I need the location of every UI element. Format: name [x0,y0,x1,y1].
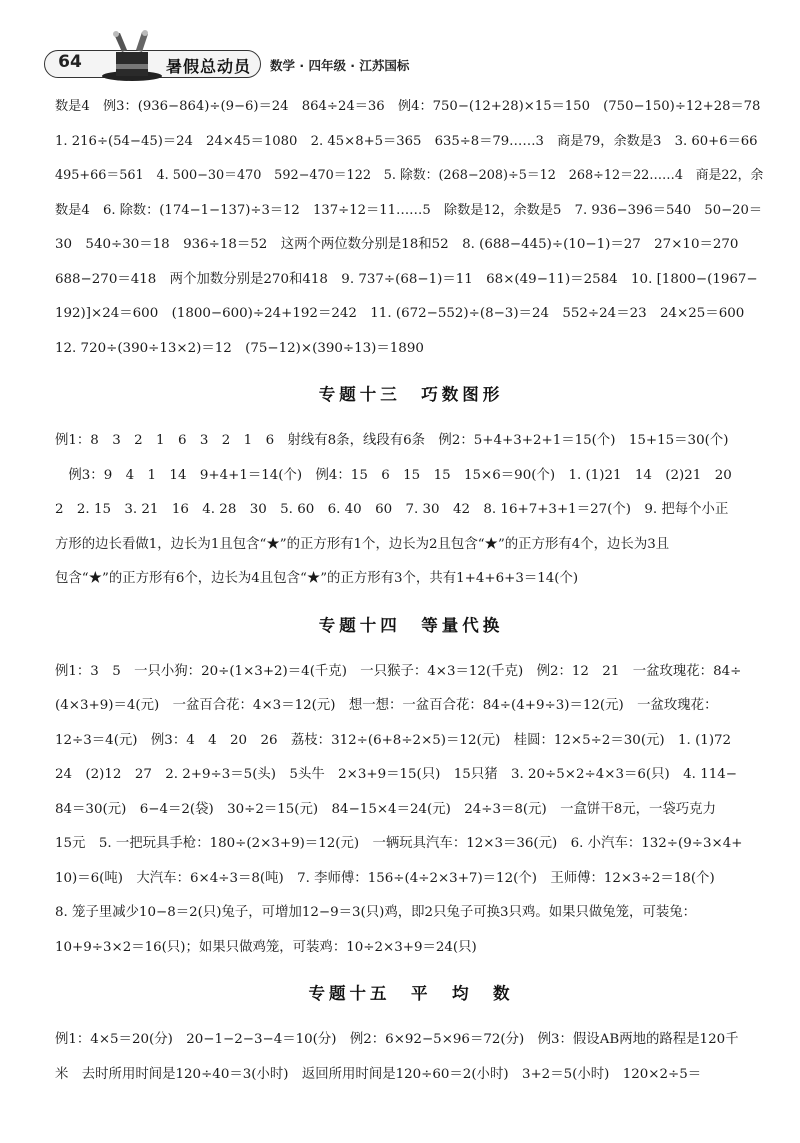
page-header [44,30,424,86]
text-line: 688−270＝418 两个加数分别是270和418 9. 737÷(68−1)＝11 68×(49−11)＝2584 10. [1800−(1967− [55,271,758,287]
text-line: 24 (2)12 27 2. 2+9÷3＝5(头) 5头牛 2×3+9＝15(只) 15只猪 3. 20÷5×2÷4×3＝6(只) 4. 114− [55,767,737,782]
section-14-body [55,655,767,966]
answer-block-1 [55,90,767,366]
magic-hat-icon [92,30,172,82]
text-line: 2 2. 15 3. 21 16 4. 28 30 5. 60 6. 40 60 7. 30 42 8. 16+7+3+1＝27(个) 9. 把每个小正 [55,502,729,517]
text-line: 例1：8 3 2 1 6 3 2 1 6 射线有8条，线段有6条 例2：5+4+3+2+1＝15(个) 15+15＝30(个) [55,433,729,448]
text-line: 8. 笼子里减少10−8＝2(只)兔子，可增加12−9＝3(只)鸡，即2只兔子可换3只鸡。如果只做兔笼，可装兔： [55,905,697,920]
section-13-body [55,424,767,597]
text-line: 84＝30(元) 6−4＝2(袋) 30÷2＝15(元) 84−15×4＝24(元) 24÷3＝8(元) 一盒饼干8元，一袋巧克力 [55,801,716,817]
text-line: 1. 216÷(54−45)＝24 24×45＝1080 2. 45×8+5＝365 635÷8＝79……3 商是79，余数是3 3. 60+6＝66 [55,133,758,149]
text-line: 数是4 例3：(936−864)÷(9−6)＝24 864÷24＝36 例4：750−(12+28)×15＝150 (750−150)÷12+28＝78 [55,99,761,114]
answer-content [55,90,767,1092]
text-line: 10+9÷3×2＝16(只)；如果只做鸡笼，可装鸡：10÷2×3+9＝24(只) [55,939,477,955]
text-line: 192)]×24＝600 (1800−600)÷24+192＝242 11. (672−552)÷(8−3)＝24 552÷24＝23 24×25＝600 [55,306,745,321]
book-title: 暑假总动员 [166,57,252,76]
section-title-13: 专题十三 巧数图形 [318,385,504,404]
text-line: 方形的边长看做1，边长为1且包含“★”的正方形有1个，边长为2且包含“★”的正方形有4个，边长为3且 [55,536,670,552]
section-15-body [55,1023,767,1092]
text-line: (4×3+9)＝4(元) 一盆百合花：4×3＝12(元) 想一想：一盆百合花：84÷(4+9÷3)＝12(元) 一盆玫瑰花： [55,698,718,713]
book-subtitle: 数学 · 四年级 · 江苏国标 [270,58,410,73]
page-number: 64 [58,52,82,72]
section-title-14: 专题十四 等量代换 [318,615,504,635]
text-line: 12÷3＝4(元) 例3：4 4 20 26 荔枝：312÷(6+8÷2×5)＝12(元) 桂圆：12×5÷2＝30(元) 1. (1)72 [55,732,732,748]
text-line: 例1：3 5 一只小狗：20÷(1×3+2)＝4(千克) 一只猴子：4×3＝12(千克) 例2：12 21 一盆玫瑰花：84÷ [55,663,742,679]
text-line: 包含“★”的正方形有6个，边长为4且包含“★”的正方形有3个，共有1+4+6+3＝14(个) [55,571,579,586]
section-title-15: 专题十五 平 均 数 [308,984,514,1003]
text-line: 10)＝6(吨) 大汽车：6×4÷3＝8(吨) 7. 李师傅：156÷(4÷2×3+7)＝12(个) 王师傅：12×3÷2＝18(个) [55,870,715,886]
text-line: 数是4 6. 除数：(174−1−137)÷3＝12 137÷12＝11……5 除数是12，余数是5 7. 936−396＝540 50−20＝ [55,202,763,218]
text-line: 12. 720÷(390÷13×2)＝12 (75−12)×(390÷13)＝1890 [55,340,424,356]
text-line: 15元 5. 一把玩具手枪：180÷(2×3+9)＝12(元) 一辆玩具汽车：12×3＝36(元) 6. 小汽车：132÷(9÷3×4+ [55,836,743,851]
text-line: 例3：9 4 1 14 9+4+1＝14(个) 例4：15 6 15 15 15×6＝90(个) 1. (1)21 14 (2)21 20 [55,467,732,483]
text-line: 30 540÷30＝18 936÷18＝52 这两个两位数分别是18和52 8. (688−445)÷(10−1)＝27 27×10＝270 [55,237,739,252]
text-line: 495+66＝561 4. 500−30＝470 592−470＝122 5. 除数：(268−208)÷5＝12 268÷12＝22……4 商是22，余 [55,168,764,183]
text-line: 例1：4×5＝20(分) 20−1−2−3−4＝10(分) 例2：6×92−5×96＝72(分) 例3：假设AB两地的路程是120千 [55,1032,739,1047]
text-line: 米 去时所用时间是120÷40＝3(小时) 返回所用时间是120÷60＝2(小时) 3+2＝5(小时) 120×2÷5＝ [55,1066,702,1082]
